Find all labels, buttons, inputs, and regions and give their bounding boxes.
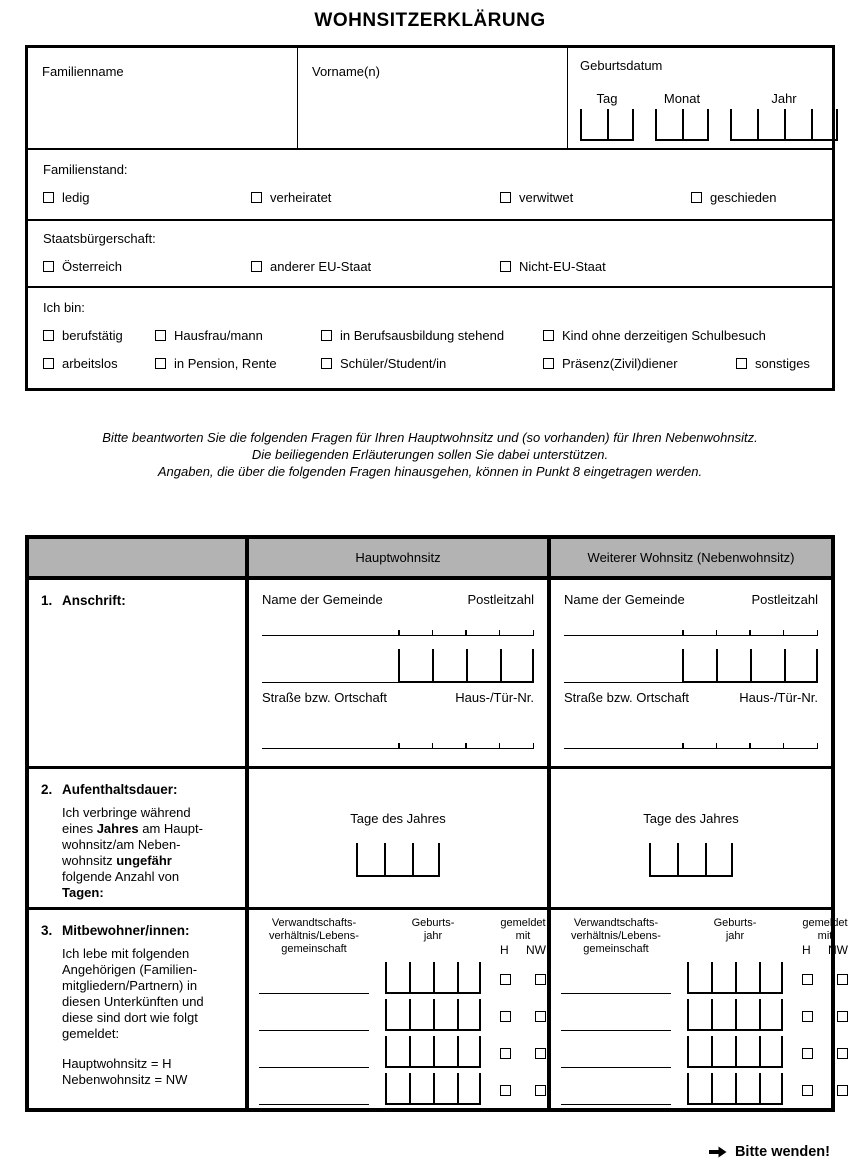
nw-label: NW: [526, 943, 546, 957]
checkbox-anderer-eu-staat[interactable]: [251, 259, 500, 274]
comb-cell: [784, 649, 818, 681]
checkbox-nw[interactable]: [837, 1085, 848, 1096]
item-label: Anschrift:: [62, 593, 126, 608]
mitbewohner-haupt-cell: [249, 910, 551, 1108]
tage-neben-cell: [551, 769, 831, 907]
gemeinde-label: Name der Gemeinde: [564, 592, 685, 607]
checkbox-berufstaetig[interactable]: [43, 328, 155, 343]
checkbox-icon[interactable]: [543, 330, 554, 341]
aufenthaltsdauer-heading: [41, 782, 239, 797]
checkbox-verwitwet[interactable]: [500, 190, 691, 205]
checkbox-pension-rente[interactable]: [155, 356, 321, 371]
comb-cell: [398, 649, 432, 681]
comb-cell: [784, 109, 811, 139]
checkbox-h[interactable]: [500, 1011, 511, 1022]
aufenthaltsdauer-label-cell: [29, 769, 249, 907]
comb-cell: [649, 843, 677, 875]
page-title: WOHNSITZERKLÄRUNG: [314, 10, 546, 31]
intro-line: Bitte beantworten Sie die folgenden Fragen für Ihren Hauptwohnsitz und (so vorhanden) für Ihren Nebenwohnsitz.: [102, 430, 758, 445]
tage-label: Tage des Jahres: [350, 811, 446, 826]
aufenthaltsdauer-row: [29, 769, 831, 910]
comb-cell: [655, 109, 682, 139]
comb-cell: [730, 109, 757, 139]
vorname-label: Vorname(n): [312, 64, 380, 79]
jahr-label: Jahr: [771, 91, 797, 106]
option-label: anderer EU-Staat: [270, 259, 372, 274]
familienstand-options: [43, 190, 832, 205]
mitbewohner-entry-row: [557, 1031, 855, 1068]
comb-cell: [757, 109, 784, 139]
checkbox-nw[interactable]: [535, 1048, 546, 1059]
checkbox-geschieden[interactable]: [691, 190, 777, 205]
option-label: Kind ohne derzeitigen Schulbesuch: [562, 328, 766, 343]
ich-bin-section: [28, 288, 832, 388]
anschrift-haupt-cell: [249, 580, 551, 766]
mitbewohner-entry-row: [255, 994, 541, 1031]
h-label: H: [802, 943, 811, 957]
verwandtschaft-write-line[interactable]: [561, 1068, 671, 1105]
intro-line: Die beiliegenden Erläuterungen sollen Sie dabei unterstützen.: [251, 447, 609, 462]
tage-label: Tage des Jahres: [643, 811, 739, 826]
ich-bin-row2: [43, 356, 832, 371]
turn-page-label: Bitte wenden!: [734, 1144, 830, 1160]
checkbox-verheiratet[interactable]: [251, 190, 500, 205]
verwandtschaft-write-line[interactable]: [561, 957, 671, 994]
nw-label: NW: [828, 943, 848, 957]
checkbox-icon[interactable]: [43, 261, 54, 272]
option-label: verwitwet: [519, 190, 574, 205]
gemeinde-write-line[interactable]: [262, 635, 534, 636]
geburtsdatum-label: Geburtsdatum: [580, 58, 663, 73]
geburtsjahr-header: Geburts- jahr: [713, 917, 757, 942]
strasse-label: Straße bzw. Ortschaft: [564, 690, 689, 705]
monat-group: [655, 75, 709, 141]
geburtsjahr-comb-field[interactable]: [687, 1036, 783, 1068]
header-empty-cell: [29, 539, 249, 576]
geburtsjahr-comb-field[interactable]: [385, 999, 481, 1031]
mitbewohner-neben-cell: [551, 910, 860, 1108]
personal-data-table: [25, 45, 835, 391]
checkbox-icon[interactable]: [155, 330, 166, 341]
comb-cell: [705, 843, 733, 875]
option-label: ledig: [62, 190, 90, 205]
geburtsjahr-comb-field[interactable]: [687, 962, 783, 994]
plz-comb-field[interactable]: [682, 649, 818, 683]
plz-label: Postleitzahl: [467, 592, 534, 607]
anschrift-row: [29, 580, 831, 769]
mitbewohner-entry-row: [557, 994, 855, 1031]
checkbox-nw[interactable]: [535, 1085, 546, 1096]
checkbox-nw[interactable]: [837, 1048, 848, 1059]
checkbox-icon[interactable]: [43, 330, 54, 341]
item-label: Aufenthaltsdauer:: [62, 782, 178, 797]
item-label: Mitbewohner/innen:: [62, 923, 190, 938]
option-label: in Pension, Rente: [174, 356, 277, 371]
verwandtschaft-write-line[interactable]: [259, 1031, 369, 1068]
checkbox-ledig[interactable]: [43, 190, 251, 205]
name-row: [28, 48, 832, 150]
checkbox-kind-ohne-schulbesuch[interactable]: [543, 328, 766, 343]
tage-haupt-cell: [249, 769, 551, 907]
option-label: Schüler/Student/in: [340, 356, 447, 371]
gemeinde-write-line[interactable]: [564, 635, 818, 636]
comb-cell: [811, 109, 838, 139]
verwandtschaft-write-line[interactable]: [561, 1031, 671, 1068]
checkbox-icon[interactable]: [321, 358, 332, 369]
mitbewohner-label-cell: [29, 910, 249, 1108]
verwandtschaft-header: Verwandtschafts- verhältnis/Lebens- gemeinschaft: [269, 917, 359, 955]
comb-cell: [607, 109, 634, 139]
item-number: 1.: [41, 593, 53, 608]
comb-cell: [677, 843, 705, 875]
gemeinde-write-line-2[interactable]: [564, 636, 682, 683]
item-number: 2.: [41, 782, 53, 797]
checkbox-icon[interactable]: [155, 358, 166, 369]
geburtsjahr-comb-field[interactable]: [385, 1036, 481, 1068]
option-label: Hausfrau/mann: [174, 328, 263, 343]
intro-line: Angaben, die über die folgenden Fragen hinausgehen, können in Punkt 8 eingetragen werden.: [157, 464, 703, 479]
gemeldet-header: gemeldet mit H NW: [802, 917, 848, 957]
checkbox-arbeitslos[interactable]: [43, 356, 155, 371]
mitbewohner-heading: [41, 923, 239, 938]
verwandtschaft-write-line[interactable]: [259, 957, 369, 994]
mitbewohner-row: [29, 910, 848, 1108]
checkbox-h[interactable]: [500, 974, 511, 985]
checkbox-nw[interactable]: [837, 1011, 848, 1022]
checkbox-nw[interactable]: [535, 974, 546, 985]
intro-note: [0, 429, 860, 480]
staatsbuergerschaft-label: Staatsbürgerschaft:: [43, 231, 156, 246]
comb-cell: [356, 843, 384, 875]
wohnsitz-table-header: [29, 539, 831, 580]
monat-comb-field[interactable]: [655, 109, 709, 141]
checkbox-h[interactable]: [802, 1085, 813, 1096]
tag-group: [580, 75, 634, 141]
tage-comb-field[interactable]: [649, 843, 733, 877]
option-label: Präsenz(Zivil)diener: [562, 356, 678, 371]
checkbox-icon[interactable]: [500, 192, 511, 203]
mitbewohner-entry-row: [255, 957, 541, 994]
comb-cell: [412, 843, 440, 875]
strasse-write-line[interactable]: [262, 748, 534, 749]
turn-page-note: [0, 1144, 830, 1160]
familienstand-label: Familienstand:: [43, 162, 128, 177]
checkbox-icon[interactable]: [43, 192, 54, 203]
strasse-label: Straße bzw. Ortschaft: [262, 690, 387, 705]
geburtsjahr-comb-field[interactable]: [687, 1073, 783, 1105]
option-label: berufstätig: [62, 328, 123, 343]
mitbewohner-entry-row: [557, 957, 855, 994]
option-label: Österreich: [62, 259, 122, 274]
ich-bin-row1: [43, 328, 832, 343]
verwandtschaft-write-line[interactable]: [259, 1068, 369, 1105]
jahr-comb-field[interactable]: [730, 109, 838, 141]
option-label: Nicht-EU-Staat: [519, 259, 606, 274]
ich-bin-label: Ich bin:: [43, 300, 85, 315]
familienname-field[interactable]: [28, 48, 298, 148]
option-label: sonstiges: [755, 356, 810, 371]
header-hauptwohnsitz: Hauptwohnsitz: [249, 539, 551, 576]
header-nebenwohnsitz: Weiterer Wohnsitz (Nebenwohnsitz): [551, 539, 831, 576]
comb-cell: [500, 649, 534, 681]
monat-label: Monat: [663, 91, 701, 106]
strasse-write-line[interactable]: [564, 748, 818, 749]
gemeldet-header: gemeldet mit H NW: [500, 917, 546, 957]
checkbox-schueler-student[interactable]: [321, 356, 543, 371]
comb-cell: [432, 649, 466, 681]
aufenthaltsdauer-text: Ich verbringe während eines Jahres am Haupt- wohnsitz/am Neben- wohnsitz ungefähr folgende Anzahl von Tagen:: [62, 805, 203, 900]
checkbox-icon[interactable]: [691, 192, 702, 203]
anschrift-heading: [41, 593, 239, 608]
checkbox-hausfrau-mann[interactable]: [155, 328, 321, 343]
geburtsdatum-field: [568, 48, 859, 148]
comb-cell: [466, 649, 500, 681]
geburtsjahr-comb-field[interactable]: [687, 999, 783, 1031]
checkbox-icon[interactable]: [543, 358, 554, 369]
checkbox-nw[interactable]: [535, 1011, 546, 1022]
comb-cell: [716, 649, 750, 681]
staatsbuergerschaft-section: [28, 221, 832, 288]
arrow-right-icon: [709, 1146, 727, 1158]
familienname-label: Familienname: [42, 64, 124, 79]
gemeinde-write-line-2[interactable]: [262, 636, 398, 683]
anschrift-neben-cell: [551, 580, 831, 766]
checkbox-icon[interactable]: [251, 192, 262, 203]
checkbox-icon[interactable]: [321, 330, 332, 341]
item-number: 3.: [41, 923, 53, 938]
option-label: geschieden: [710, 190, 777, 205]
wohnsitz-table: [25, 535, 848, 1112]
familienstand-section: [28, 150, 832, 221]
hausnr-label: Haus-/Tür-Nr.: [739, 690, 818, 705]
checkbox-nicht-eu-staat[interactable]: [500, 259, 606, 274]
option-label: arbeitslos: [62, 356, 118, 371]
jahr-group: [730, 75, 838, 141]
option-label: in Berufsausbildung stehend: [340, 328, 505, 343]
checkbox-h[interactable]: [500, 1085, 511, 1096]
comb-cell: [682, 649, 716, 681]
comb-cell: [580, 109, 607, 139]
checkbox-h[interactable]: [500, 1048, 511, 1059]
verwandtschaft-write-line[interactable]: [259, 994, 369, 1031]
hausnr-label: Haus-/Tür-Nr.: [455, 690, 534, 705]
comb-cell: [682, 109, 709, 139]
checkbox-h[interactable]: [802, 1011, 813, 1022]
plz-label: Postleitzahl: [751, 592, 818, 607]
h-label: H: [500, 943, 509, 957]
checkbox-praesenzdiener[interactable]: [543, 356, 736, 371]
checkbox-h[interactable]: [802, 1048, 813, 1059]
checkbox-berufsausbildung[interactable]: [321, 328, 543, 343]
checkbox-sonstiges[interactable]: [736, 356, 810, 371]
checkbox-icon[interactable]: [736, 358, 747, 369]
verwandtschaft-write-line[interactable]: [561, 994, 671, 1031]
checkbox-icon[interactable]: [500, 261, 511, 272]
tag-comb-field[interactable]: [580, 109, 634, 141]
mitbewohner-text: Ich lebe mit folgenden Angehörigen (Familien- mitgliedern/Partnern) in diesen Unterkünften und diese sind dort wie folgt gemeldet:: [62, 946, 204, 1041]
staatsbuergerschaft-options: [43, 259, 832, 274]
checkbox-h[interactable]: [802, 974, 813, 985]
option-label: verheiratet: [270, 190, 332, 205]
gemeinde-label: Name der Gemeinde: [262, 592, 383, 607]
tag-label: Tag: [596, 91, 618, 106]
anschrift-label-cell: [29, 580, 249, 766]
checkbox-oesterreich[interactable]: [43, 259, 251, 274]
mitbewohner-entry-row: [255, 1031, 541, 1068]
checkbox-icon[interactable]: [251, 261, 262, 272]
geburtsjahr-comb-field[interactable]: [385, 962, 481, 994]
checkbox-icon[interactable]: [43, 358, 54, 369]
tage-comb-field[interactable]: [356, 843, 440, 877]
mitbewohner-entry-row: [255, 1068, 541, 1105]
date-comb-group: [580, 75, 859, 141]
verwandtschaft-header: Verwandtschafts- verhältnis/Lebens- gemeinschaft: [571, 917, 661, 955]
comb-cell: [384, 843, 412, 875]
geburtsjahr-header: Geburts- jahr: [411, 917, 455, 942]
mitbewohner-legend: Hauptwohnsitz = H Nebenwohnsitz = NW: [62, 1056, 188, 1087]
checkbox-nw[interactable]: [837, 974, 848, 985]
mitbewohner-entry-row: [557, 1068, 855, 1105]
plz-comb-field[interactable]: [398, 649, 534, 683]
vorname-field[interactable]: [298, 48, 568, 148]
comb-cell: [750, 649, 784, 681]
geburtsjahr-comb-field[interactable]: [385, 1073, 481, 1105]
